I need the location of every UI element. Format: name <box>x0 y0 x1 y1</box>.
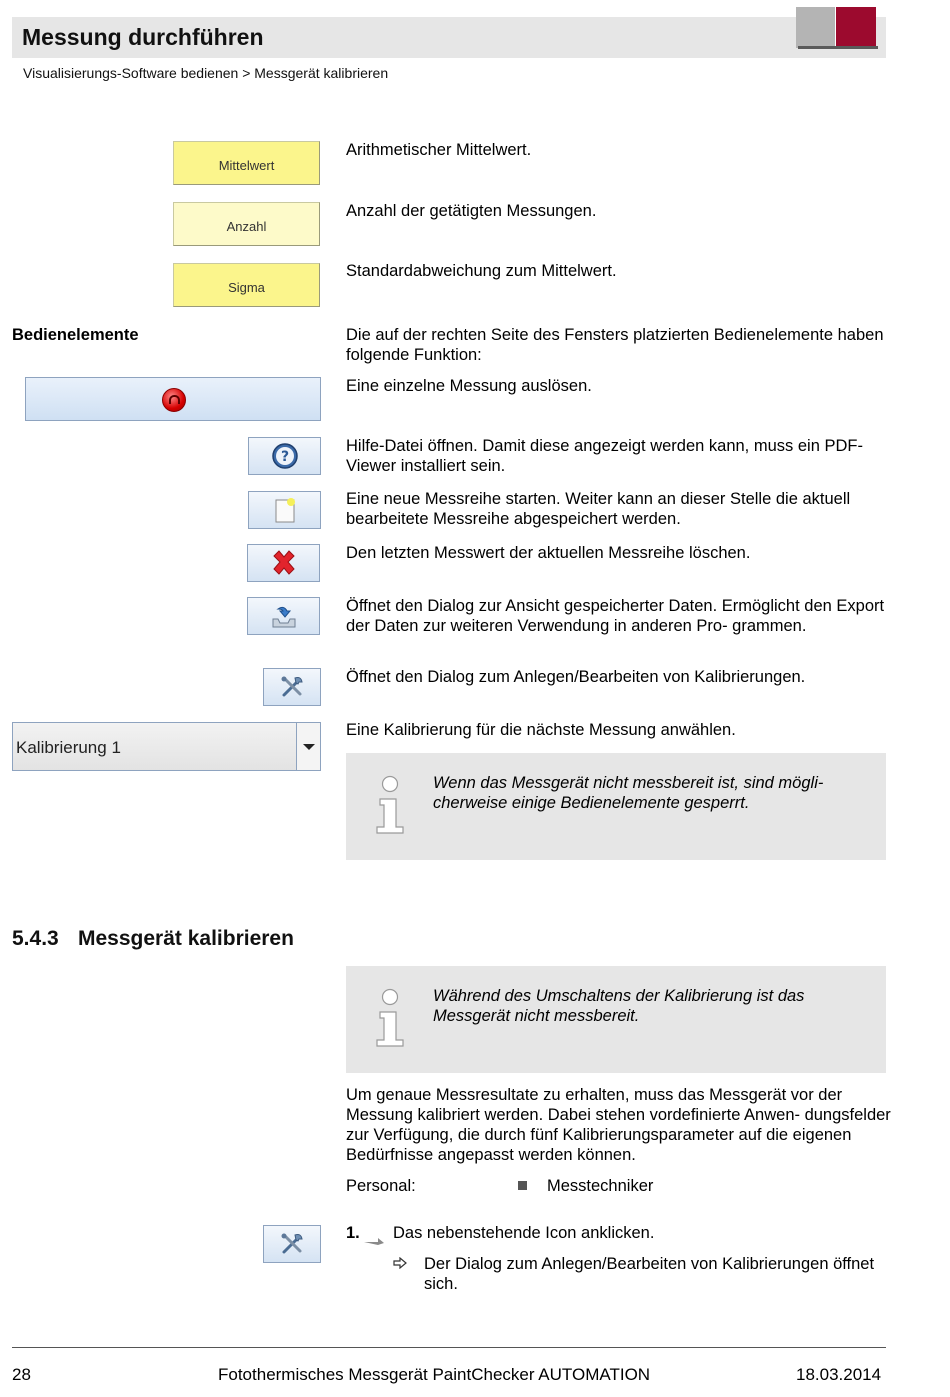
sigma-description: Standardabweichung zum Mittelwert. <box>346 262 617 280</box>
calibration-tools-icon <box>278 1230 306 1258</box>
delete-icon <box>269 548 299 578</box>
calibration-select-description: Eine Kalibrierung für die nächste Messung anwählen. <box>346 721 736 739</box>
trigger-measurement-button[interactable] <box>25 377 321 421</box>
info-note-calibration <box>346 966 886 1073</box>
controls-heading: Bedienelemente <box>12 326 139 344</box>
section-number: 5.4.3 <box>12 927 59 950</box>
footer-date: 18.03.2014 <box>796 1365 882 1384</box>
logo-red-block <box>836 7 876 48</box>
page-title: Messung durchführen <box>22 24 264 50</box>
sigma-field: Sigma <box>173 263 320 307</box>
section-body: Um genaue Messresultate zu erhalten, muss das Messgerät vor der Messung kalibriert werden. Dabei stehen vordefinierte Anwen- dungsfelder zur Verfügung, die durch fünf Kalibrierungsparameter auf die eigenen Bedürfnisse angepasst werden können. <box>346 1086 891 1164</box>
result-text: Der Dialog zum Anlegen/Bearbeiten von Kalibrierungen öffnet sich. <box>424 1255 875 1293</box>
info-note-text: Während des Umschaltens der Kalibrierung ist das Messgerät nicht messbereit. <box>433 987 805 1025</box>
calibration-dialog-button-example[interactable] <box>263 1225 321 1263</box>
calibration-select-value: Kalibrierung 1 <box>16 738 121 757</box>
help-button[interactable] <box>248 437 321 475</box>
help-icon <box>271 442 299 470</box>
section-title: Messgerät kalibrieren <box>78 927 294 950</box>
svg-text:?: ? <box>280 449 289 465</box>
trigger-icon <box>162 388 186 412</box>
calibration-dialog-button[interactable] <box>263 668 321 706</box>
delete-last-value-button[interactable] <box>247 544 320 582</box>
new-series-icon <box>272 496 298 524</box>
anzahl-field: Anzahl <box>173 202 320 246</box>
anzahl-description: Anzahl der getätigten Messungen. <box>346 202 597 220</box>
controls-intro: Die auf der rechten Seite des Fensters platzierten Bedienelemente haben folgende Funktion: <box>346 326 884 364</box>
step-text: Das nebenstehende Icon anklicken. <box>393 1224 655 1242</box>
mittelwert-field: Mittelwert <box>173 141 320 185</box>
chevron-down-icon[interactable] <box>296 723 320 770</box>
info-icon <box>373 988 407 1048</box>
calibration-select[interactable] <box>12 722 321 771</box>
new-series-description: Eine neue Messreihe starten. Weiter kann an dieser Stelle die aktuell bearbeitete Messreihe abgespeichert werden. <box>346 490 851 528</box>
section-heading <box>12 926 294 952</box>
footer-divider <box>12 1347 886 1348</box>
info-icon <box>373 775 407 835</box>
open-data-description: Öffnet den Dialog zur Ansicht gespeicherter Daten. Ermöglicht den Export der Daten zur weiteren Verwendung in anderen Pro- grammen. <box>346 597 885 635</box>
new-series-button[interactable] <box>248 491 321 529</box>
calibration-dialog-description: Öffnet den Dialog zum Anlegen/Bearbeiten von Kalibrierungen. <box>346 668 806 686</box>
step-arrow-icon <box>364 1233 384 1245</box>
personnel-label: Personal: <box>346 1177 416 1195</box>
breadcrumb: Visualisierungs-Software bedienen > Messgerät kalibrieren <box>23 65 389 81</box>
mittelwert-description: Arithmetischer Mittelwert. <box>346 141 532 159</box>
calibration-tools-icon <box>278 673 306 701</box>
step-number: 1. <box>346 1224 360 1242</box>
info-note-text: Wenn das Messgerät nicht messbereit ist, sind mögli- cherweise einige Bedienelemente gesperrt. <box>433 774 824 812</box>
bullet-square <box>518 1181 527 1190</box>
footer-product: Fotothermisches Messgerät PaintChecker AUTOMATION <box>218 1365 651 1384</box>
open-data-button[interactable] <box>247 597 320 635</box>
trigger-description: Eine einzelne Messung auslösen. <box>346 377 592 395</box>
personnel-value: Messtechniker <box>547 1177 654 1195</box>
logo-shadow <box>798 46 878 49</box>
help-description: Hilfe-Datei öffnen. Damit diese angezeigt werden kann, muss ein PDF-Viewer installiert sein. <box>346 437 863 475</box>
logo-gray-block <box>796 7 836 48</box>
page-number: 28 <box>12 1365 31 1384</box>
info-note-controls <box>346 753 886 860</box>
delete-description: Den letzten Messwert der aktuellen Messreihe löschen. <box>346 544 751 562</box>
open-data-icon <box>269 601 299 631</box>
result-arrow-icon <box>393 1257 407 1269</box>
